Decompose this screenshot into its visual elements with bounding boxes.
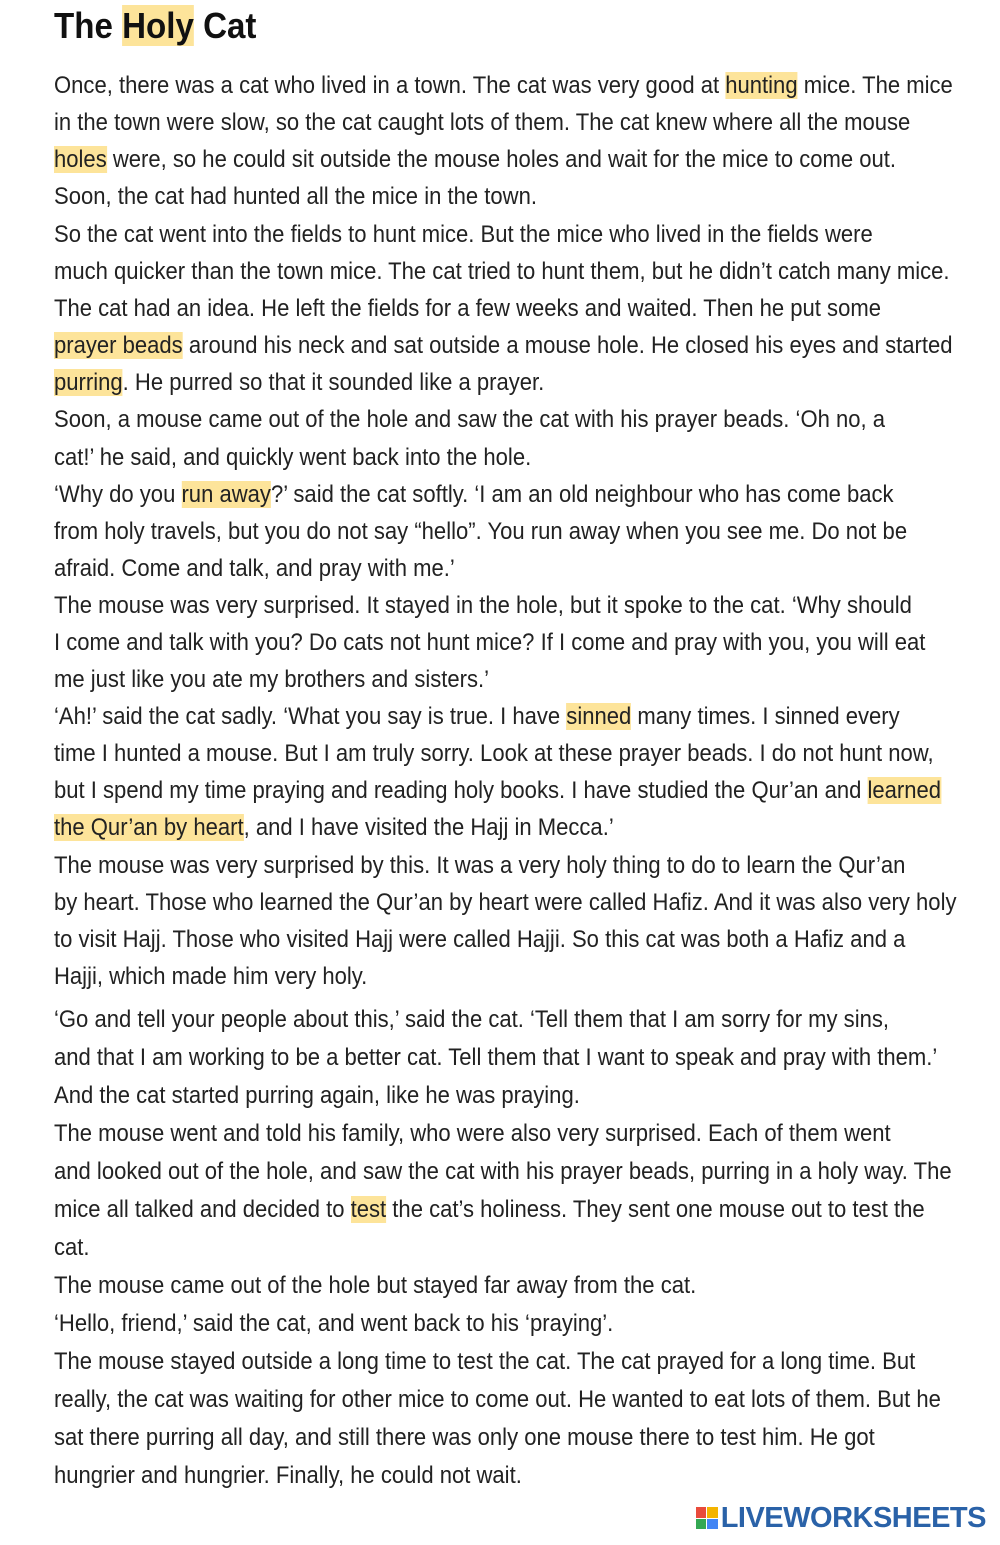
text-run: And the cat started purring again, like he was praying. [54, 1082, 580, 1109]
text-run: me just like you ate my brothers and sisters.’ [54, 666, 490, 693]
story-line [54, 68, 953, 104]
story-line [54, 365, 544, 401]
logo-mark-icon [696, 1507, 718, 1529]
story-line [54, 440, 531, 476]
text-run: to visit Hajj. Those who visited Hajj were called Hajji. So this cat was both a Hafiz and a [54, 926, 906, 953]
story-line [54, 217, 873, 253]
story-line [54, 551, 455, 587]
logo-text: LIVEWORKSHEETS [720, 1502, 986, 1534]
text-run: hungrier and hungrier. Finally, he could not wait. [54, 1462, 522, 1489]
text-run: cat!’ he said, and quickly went back into the hole. [54, 444, 532, 471]
highlighted-word: holes [54, 146, 107, 173]
story-line [54, 1382, 941, 1418]
text-run: and that I am working to be a better cat. Tell them that I want to speak and pray with them.’ [54, 1044, 938, 1071]
text-run: afraid. Come and talk, and pray with me.’ [54, 555, 455, 582]
liveworksheets-logo [696, 1501, 986, 1535]
highlighted-word: test [350, 1196, 387, 1223]
highlighted-word: run away [181, 481, 271, 508]
story-line [54, 105, 910, 141]
text-run: Once, there was a cat who lived in a town. The cat was very good at [54, 72, 726, 99]
story-line [54, 588, 912, 624]
text-run: really, the cat was waiting for other mice to come out. He wanted to eat lots of them. But he [54, 1386, 941, 1413]
story-line [54, 291, 881, 327]
text-run: ‘Ah!’ said the cat sadly. ‘What you say is true. I have [54, 703, 567, 730]
text-run: The mouse was very surprised. It stayed in the hole, but it spoke to the cat. ‘Why should [54, 592, 912, 619]
text-run: sat there purring all day, and still there was only one mouse there to test him. He got [54, 1424, 875, 1451]
logo-square [696, 1507, 707, 1518]
text-run: time I hunted a mouse. But I am truly sorry. Look at these prayer beads. I do not hunt now, [54, 740, 934, 767]
story-line [54, 328, 952, 364]
highlighted-word: the Qur’an by heart [54, 814, 244, 841]
story-line [54, 1306, 613, 1342]
text-run: The mouse went and told his family, who were also very surprised. Each of them went [54, 1120, 891, 1147]
text-run: and looked out of the hole, and saw the cat with his prayer beads, purring in a holy way. The [54, 1158, 952, 1185]
text-run: So the cat went into the fields to hunt mice. But the mice who lived in the fields were [54, 221, 873, 248]
story-line [54, 142, 896, 178]
story-line [54, 402, 885, 438]
story-line [54, 922, 905, 958]
story-line [54, 848, 905, 884]
highlighted-word: learned [867, 777, 942, 804]
story-line [54, 1420, 875, 1456]
story-line [54, 773, 941, 809]
highlighted-word: hunting [725, 72, 798, 99]
text-run: ‘Go and tell your people about this,’ said the cat. ‘Tell them that I am sorry for my sins, [54, 1006, 890, 1033]
text-run: the cat’s holiness. They sent one mouse out to test the [386, 1196, 925, 1223]
text-run: The mouse was very surprised by this. It was a very holy thing to do to learn the Qur’an [54, 852, 906, 879]
text-run: around his neck and sat outside a mouse hole. He closed his eyes and started [182, 332, 953, 359]
title-pre: The [54, 5, 123, 46]
logo-square [696, 1519, 707, 1530]
text-run: , and I have visited the Hajj in Mecca.’ [243, 814, 614, 841]
story-line [54, 1268, 696, 1304]
story-line [54, 699, 900, 735]
story-line [54, 1344, 915, 1380]
text-run: mice. The mice [797, 72, 953, 99]
story-line [54, 1154, 952, 1190]
text-run: many times. I sinned every [631, 703, 900, 730]
text-run: Soon, a mouse came out of the hole and saw the cat with his prayer beads. ‘Oh no, a [54, 406, 886, 433]
story-line [54, 514, 907, 550]
title-highlight: Holy [122, 5, 194, 46]
story-line [54, 959, 367, 995]
highlighted-word: prayer beads [54, 332, 183, 359]
text-run: were, so he could sit outside the mouse holes and wait for the mice to come out. [106, 146, 897, 173]
story-line [54, 662, 489, 698]
highlighted-word: sinned [566, 703, 632, 730]
story-line [54, 1116, 891, 1152]
text-run: from holy travels, but you do not say “hello”. You run away when you see me. Do not be [54, 518, 908, 545]
text-run: cat. [54, 1234, 90, 1261]
text-run: The cat had an idea. He left the fields for a few weeks and waited. Then he put some [54, 295, 881, 322]
text-run: Hajji, which made him very holy. [54, 963, 368, 990]
text-run: ‘Why do you [54, 481, 182, 508]
logo-square [707, 1507, 718, 1518]
highlighted-word: purring [54, 369, 123, 396]
text-run: mice all talked and decided to [54, 1196, 351, 1223]
story-line [54, 254, 950, 290]
story-line [54, 1040, 937, 1076]
story-line [54, 1458, 522, 1494]
text-run: but I spend my time praying and reading holy books. I have studied the Qur’an and [54, 777, 868, 804]
text-run: The mouse came out of the hole but stayed far away from the cat. [54, 1272, 697, 1299]
story-line [54, 885, 956, 921]
story-line [54, 1078, 580, 1114]
title-post: Cat [193, 5, 257, 46]
story-line [54, 810, 614, 846]
logo-square [707, 1519, 718, 1530]
text-run: ‘Hello, friend,’ said the cat, and went back to his ‘praying’. [54, 1310, 614, 1337]
text-run: The mouse stayed outside a long time to test the cat. The cat prayed for a long time. But [54, 1348, 916, 1375]
text-run: by heart. Those who learned the Qur’an by heart were called Hafiz. And it was also very holy [54, 889, 957, 916]
text-run: Soon, the cat had hunted all the mice in the town. [54, 183, 537, 210]
story-line [54, 477, 894, 513]
text-run: . He purred so that it sounded like a prayer. [122, 369, 545, 396]
text-run: I come and talk with you? Do cats not hunt mice? If I come and pray with you, you will eat [54, 629, 926, 656]
text-run: in the town were slow, so the cat caught lots of them. The cat knew where all the mouse [54, 109, 911, 136]
story-line [54, 625, 925, 661]
text-run: ?’ said the cat softly. ‘I am an old neighbour who has come back [270, 481, 894, 508]
text-run: much quicker than the town mice. The cat tried to hunt them, but he didn’t catch many mice. [54, 258, 950, 285]
story-line [54, 1002, 889, 1038]
story-line [54, 179, 537, 215]
story-line [54, 736, 934, 772]
story-line [54, 1192, 925, 1228]
story-line [54, 1230, 90, 1266]
